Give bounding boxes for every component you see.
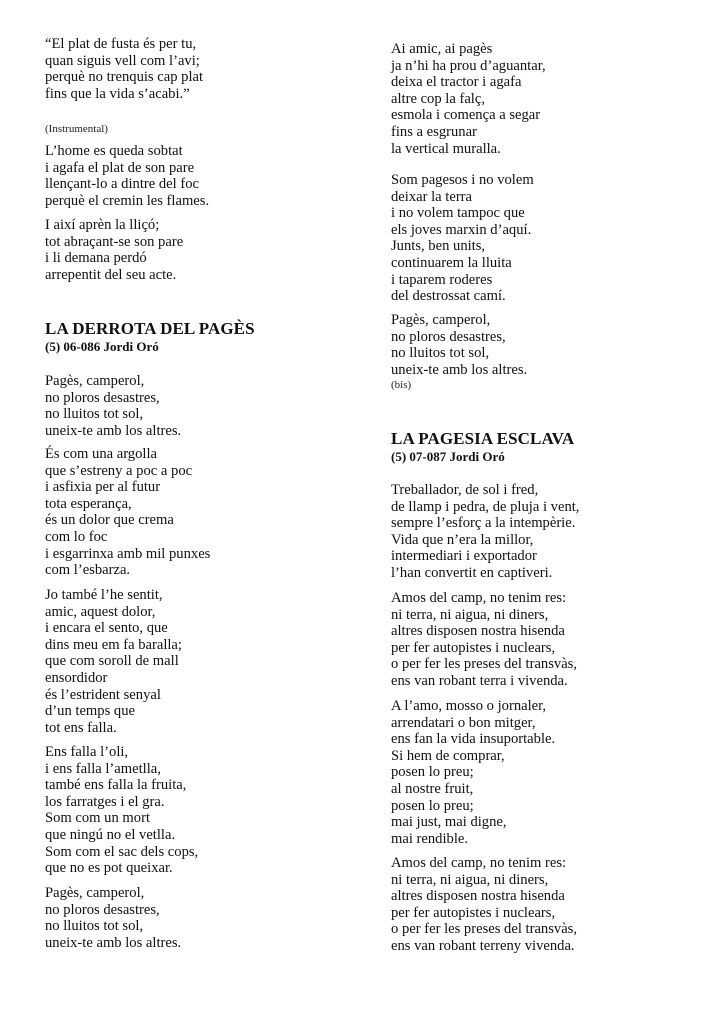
verse-line: per fer autopistes i nuclears,: [391, 639, 556, 656]
verse-line: Amos del camp, no tenim res:: [391, 855, 567, 871]
verse-line: Jo també l’he sentit,: [45, 587, 163, 603]
verse-line: deixa el tractor i agafa: [391, 74, 522, 91]
verse-line: los farratges i el gra.: [45, 793, 165, 810]
stanza-after-2: [45, 217, 183, 283]
verse-line: i esgarrinxa amb mil punxes: [45, 545, 211, 562]
stanza-cont-1: [391, 41, 546, 157]
stanza-intro-1: [45, 36, 203, 102]
stanza-cont-3: [391, 312, 527, 378]
verse-line: no ploros desastres,: [45, 901, 160, 918]
verse-line: A l’amo, mosso o jornaler,: [391, 698, 547, 714]
verse-line: i asfixia per al futur: [45, 479, 161, 496]
verse-line: ni terra, ni aigua, ni diners,: [391, 606, 549, 623]
verse-line: esmola i comença a segar: [391, 107, 541, 124]
verse-line: de llamp i pedra, de pluja i vent,: [391, 498, 580, 515]
verse-line: que s’estreny a poc a poc: [45, 462, 193, 479]
verse-line: continuarem la lluita: [391, 254, 512, 271]
verse-line: deixar la terra: [391, 188, 473, 205]
verse-line: del destrossat camí.: [391, 288, 506, 305]
verse-line: sempre l’esforç a la intempèrie.: [391, 515, 576, 532]
verse-line: mai just, mai digne,: [391, 814, 507, 831]
verse-line: perquè no trenquis cap plat: [45, 69, 204, 86]
verse-line: tot abraçant-se son pare: [45, 233, 184, 250]
verse-line: arrepentit del seu acte.: [45, 266, 177, 283]
song-subtitle: (5) 06-086 Jordi Oró: [45, 339, 159, 354]
verse-line: i agafa el plat de son pare: [45, 159, 195, 176]
verse-line: o per fer les preses del transvàs,: [391, 656, 577, 673]
song-title: LA DERROTA DEL PAGÈS: [45, 319, 255, 338]
verse-line: és un dolor que crema: [45, 512, 174, 529]
verse-line: i ens falla l’ametlla,: [45, 760, 161, 777]
verse-line: quan siguis vell com l’avi;: [45, 52, 200, 69]
verse-line: Pagès, camperol,: [45, 885, 145, 901]
stanza-cont-2: [391, 172, 534, 305]
verse-line: Junts, ben units,: [391, 238, 486, 255]
verse-line: Vida que n’era la millor,: [391, 531, 534, 548]
verse-line: altres disposen nostra hisenda: [391, 623, 565, 640]
song-stanza-1: [391, 482, 579, 582]
verse-line: l’han convertit en captiveri.: [391, 564, 553, 581]
verse-line: i li demana perdó: [45, 250, 147, 267]
verse-line: no lluitos tot sol,: [45, 918, 144, 935]
verse-line: altres disposen nostra hisenda: [391, 888, 565, 905]
verse-line: ni terra, ni aigua, ni diners,: [391, 871, 549, 888]
verse-line: és l’estrident senyal: [45, 686, 161, 703]
verse-line: ensordidor: [45, 669, 108, 686]
verse-line: posen lo preu;: [391, 797, 474, 814]
verse-line: Som com un mort: [45, 810, 150, 827]
verse-line: Ai amic, ai pagès: [391, 41, 493, 57]
verse-line: ja n’hi ha prou d’aguantar,: [391, 57, 546, 74]
song-stanza-2: [391, 590, 577, 690]
verse-line: posen lo preu;: [391, 764, 474, 781]
verse-line: no ploros desastres,: [391, 328, 506, 345]
verse-line: i no volem tampoc que: [391, 205, 525, 222]
verse-line: tota esperança,: [45, 495, 132, 512]
verse-line: ens fan la vida insuportable.: [391, 731, 556, 748]
verse-line: tot ens falla.: [45, 719, 117, 736]
verse-line: intermediari i exportador: [391, 548, 537, 565]
verse-line: uneix-te amb los altres.: [391, 361, 528, 378]
verse-line: no lluitos tot sol,: [391, 345, 490, 362]
verse-line: Som com el sac dels cops,: [45, 843, 199, 860]
verse-line: altre cop la falç,: [391, 90, 485, 107]
verse-line: com lo foc: [45, 528, 108, 545]
verse-line: Som pagesos i no volem: [391, 172, 534, 188]
verse-line: ens van robant terreny vivenda.: [391, 937, 575, 954]
song-stanza-3: [391, 698, 555, 847]
verse-line: d’un temps que: [45, 703, 135, 720]
song-title: LA PAGESIA ESCLAVA: [391, 429, 575, 448]
verse-line: Ens falla l’oli,: [45, 744, 129, 760]
verse-line: i taparem roderes: [391, 271, 493, 288]
stanza-after-1: [45, 143, 209, 209]
verse-line: també ens falla la fruita,: [45, 777, 187, 794]
verse-line: que no es pot queixar.: [45, 860, 173, 877]
song-stanza-4: [391, 855, 577, 955]
song-subtitle: (5) 07-087 Jordi Oró: [391, 449, 505, 464]
verse-line: dins meu em fa baralla;: [45, 636, 182, 653]
verse-line: Si hem de comprar,: [391, 747, 505, 764]
bis-note: (bis): [391, 379, 412, 391]
verse-line: L’home es queda sobtat: [45, 143, 183, 159]
verse-line: com l’esbarza.: [45, 562, 131, 579]
verse-line: llençant-lo a dintre del foc: [45, 176, 199, 193]
song-stanza-3: [45, 587, 182, 736]
verse-line: per fer autopistes i nuclears,: [391, 904, 556, 921]
verse-line: amic, aquest dolor,: [45, 603, 156, 620]
instrumental-note: (Instrumental): [45, 123, 108, 135]
verse-line: Pagès, camperol,: [391, 312, 491, 328]
verse-line: I així aprèn la lliçó;: [45, 217, 160, 233]
verse-line: uneix-te amb los altres.: [45, 934, 182, 951]
verse-line: arrendatari o bon mitger,: [391, 714, 536, 731]
verse-line: que com soroll de mall: [45, 653, 179, 670]
verse-line: uneix-te amb los altres.: [45, 422, 182, 439]
verse-line: Treballador, de sol i fred,: [391, 482, 539, 498]
verse-line: Pagès, camperol,: [45, 373, 145, 389]
verse-line: perquè el cremin les flames.: [45, 192, 210, 209]
verse-line: fins que la vida s’acabi.”: [45, 85, 190, 102]
song-stanza-1: [45, 373, 181, 439]
verse-line: la vertical muralla.: [391, 140, 501, 157]
verse-line: Amos del camp, no tenim res:: [391, 590, 567, 606]
verse-line: que ningú no el vetlla.: [45, 826, 176, 843]
verse-line: o per fer les preses del transvàs,: [391, 921, 577, 938]
verse-line: fins a esgrunar: [391, 123, 477, 140]
verse-line: ens van robant terra i vivenda.: [391, 672, 568, 689]
verse-line: no lluitos tot sol,: [45, 406, 144, 423]
verse-line: i encara el sento, que: [45, 620, 168, 637]
verse-line: És com una argolla: [45, 446, 157, 462]
verse-line: no ploros desastres,: [45, 389, 160, 406]
verse-line: al nostre fruit,: [391, 780, 474, 797]
verse-line: “El plat de fusta és per tu,: [45, 36, 197, 52]
verse-line: els joves marxin d’aquí.: [391, 221, 532, 238]
song-stanza-2: [45, 446, 210, 579]
song-stanza-4: [45, 744, 198, 877]
verse-line: mai rendible.: [391, 830, 468, 847]
song-stanza-5: [45, 885, 181, 951]
